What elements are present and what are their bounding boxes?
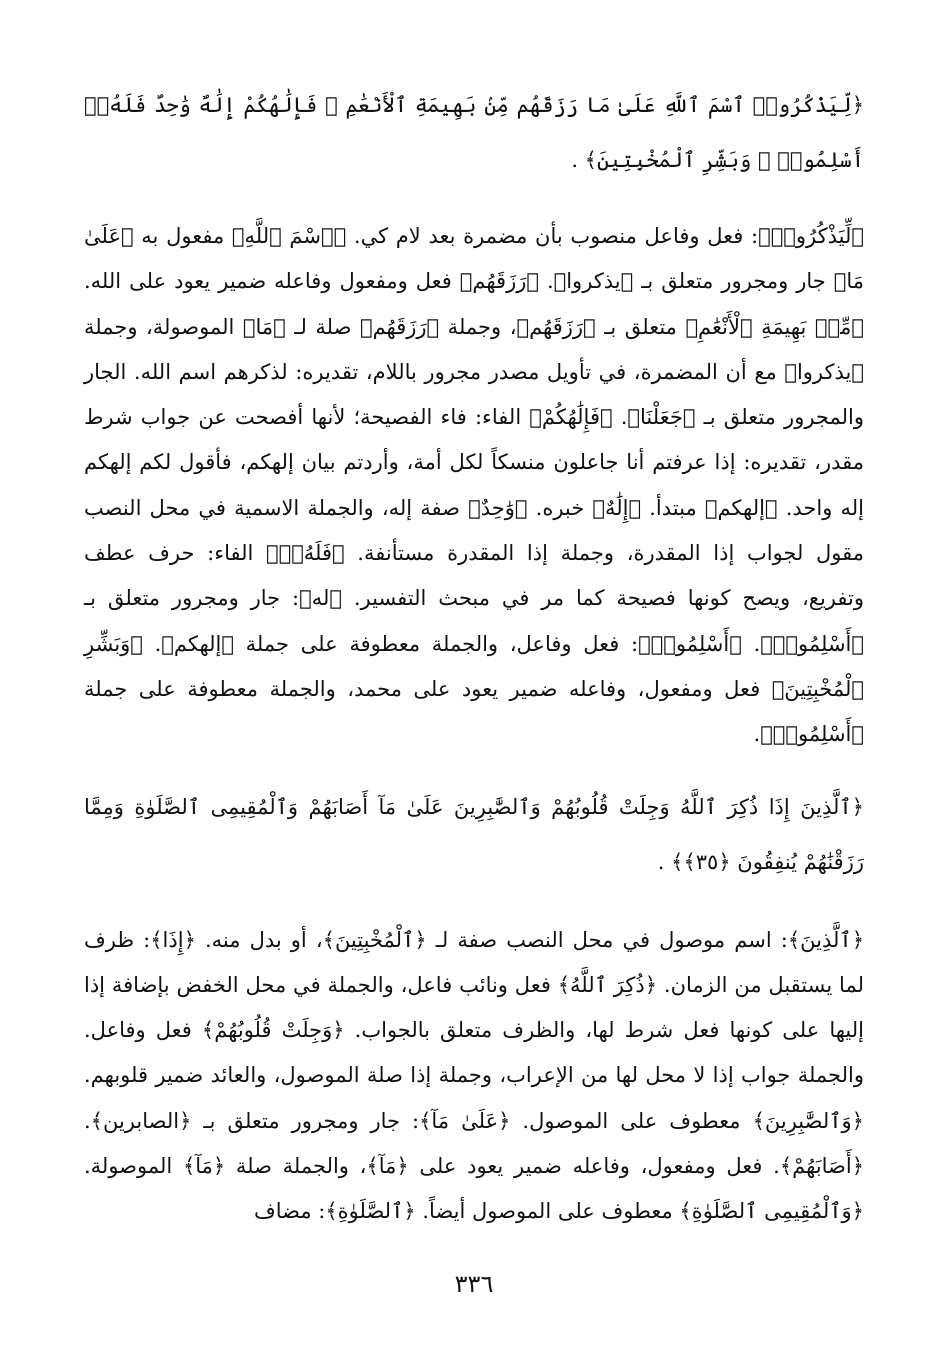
grammatical-analysis-paragraph: ﴿لِّيَذْكُرُوا۟﴾: فعل وفاعل منصوب بأن مضمرة بعد لام كي. ﴿ٱسْمَ ٱللَّهِ﴾ مفعول به ﴿عَلَىٰ مَا﴾ جار ومجرور متعلق بـ ﴿يذكروا﴾. ﴿رَزَقَهُم﴾ فعل ومفعول وفاعله ضمير يعود على الله. ﴿مِّنۢ بَهِيمَةِ ٱلْأَنْعَٰمِ﴾ متعلق بـ ﴿رَزَقَهُم﴾، وجملة ﴿رَزَقَهُم﴾ صلة لـ ﴿مَا﴾ الموصولة، وجملة ﴿يذكروا﴾ مع أن المضمرة، في تأويل مصدر مجرور باللام، تقديره: لذكرهم اسم الله. الجار والمجرور متعلق بـ ﴿جَعَلْنَا﴾. ﴿فَإِلَٰهُكُمْ﴾ الفاء: فاء الفصيحة؛ لأنها أفصحت عن جواب شرط مقدر، تقديره: إذا عرفتم أنا جاعلون منسكاً لكل أمة، وأردتم بيان إلهكم، فأقول لكم إلهكم إله واحد. ﴿إلهكم﴾ مبتدأ. ﴿إِلَٰهٌ﴾ خبره. ﴿وَٰحِدٌ﴾ صفة إله، والجملة الاسمية في محل النصب مقول لجواب إذا المقدرة، وجملة إذا المقدرة مستأنفة. ﴿فَلَهُۥٓ﴾ الفاء: حرف عطف وتفريع، ويصح كونها فصيحة كما مر في مبحث التفسير. ﴿له﴾: جار ومجرور متعلق بـ ﴿أَسْلِمُوا۟﴾. ﴿أَسْلِمُوا۟﴾: فعل وفاعل، والجملة معطوفة على جملة ﴿إلهكم﴾. ﴿وَبَشِّرِ ٱلْمُخْبِتِينَ﴾ فعل ومفعول، وفاعله ضمير يعود على محمد، والجملة معطوفة على جملة ﴿أَسْلِمُوا۟﴾.: [84, 224, 864, 747]
grammatical-analysis-paragraph: ﴿ٱلَّذِينَ﴾: اسم موصول في محل النصب صفة لـ ﴿ٱلْمُخْبِتِينَ﴾، أو بدل منه. ﴿إِذَا﴾: ظرف لما يستقبل من الزمان. ﴿ذُكِرَ ٱللَّهُ﴾ فعل ونائب فاعل، والجملة في محل الخفض بإضافة إذا إليها على كونها فعل شرط لها، والظرف متعلق بالجواب. ﴿وَجِلَتْ قُلُوبُهُمْ﴾ فعل وفاعل. والجملة جواب إذا لا محل لها من الإعراب، وجملة إذا صلة الموصول، والعائد ضمير قلوبهم. ﴿وَٱلصَّٰبِرِينَ﴾ معطوف على الموصول. ﴿عَلَىٰ مَآ﴾: جار ومجرور متعلق بـ ﴿الصابرين﴾. ﴿أَصَابَهُمْ﴾. فعل ومفعول، وفاعله ضمير يعود على ﴿مَآ﴾، والجملة صلة ﴿مَآ﴾ الموصولة. ﴿وَٱلْمُقِيمِى ٱلصَّلَوٰةِ﴾ معطوف على الموصول أيضاً. ﴿ٱلصَّلَوٰةِ﴾: مضاف: [84, 927, 864, 1224]
page-number: ٣٣٦: [454, 1270, 494, 1298]
quran-verse-block: ﴿ٱلَّذِينَ إِذَا ذُكِرَ ٱللَّهُ وَجِلَتْ قُلُوبُهُمْ وَٱلصَّٰبِرِينَ عَلَىٰ مَآ أَصَابَهُمْ وَٱلْمُقِيمِى ٱلصَّلَوٰةِ وَمِمَّا رَزَقْنَٰهُمْ يُنفِقُونَ ﴿٣٥﴾﴾ .: [84, 794, 864, 874]
page-body: [84, 78, 864, 1235]
quran-verse-block: ﴿لِّيَذْكُرُوا۟ ٱسْمَ ٱللَّهِ عَلَىٰ مَا رَزَقَهُم مِّنۢ بَهِيمَةِ ٱلْأَنْعَٰمِ ۗ فَإِلَٰهُكُمْ إِلَٰهٌ وَٰحِدٌ فَلَهُۥٓ أَسْلِمُوا۟ ۗ وَبَشِّرِ ٱلْمُخْبِتِينَ﴾ .: [84, 93, 864, 172]
